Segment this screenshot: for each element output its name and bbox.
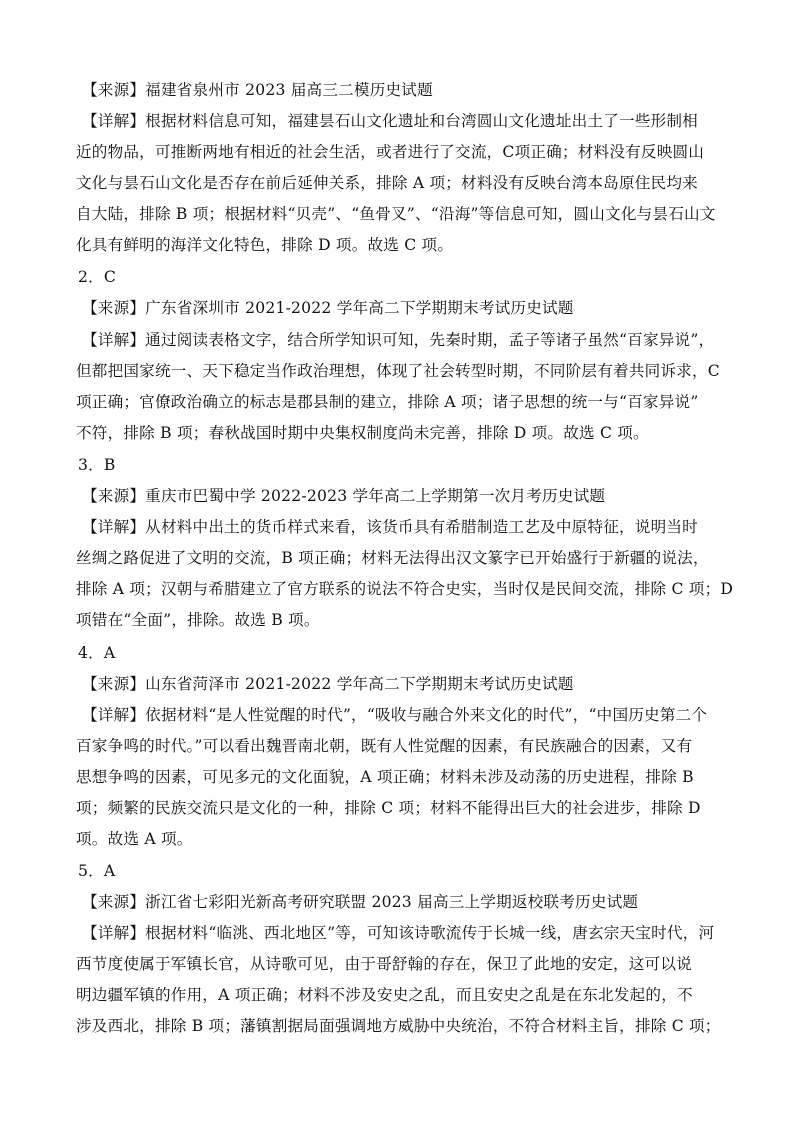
detail-line: 化具有鲜明的海洋文化特色，排除 D 项。故选 C 项。 (76, 236, 454, 254)
detail-line: 西节度使属于军镇长官，从诗歌可见，由于哥舒翰的存在，保卫了此地的安定，这可以说 (76, 955, 692, 973)
detail-line: 【详解】从材料中出土的货币样式来看，该货币具有希腊制造工艺及中原特征，说明当时 (82, 518, 698, 536)
source-line-5: 【来源】浙江省七彩阳光新高考研究联盟 2023 届高三上学期返校联考历史试题 (82, 893, 639, 911)
detail-line: 【详解】依据材料“是人性觉醒的时代”，“吸收与融合外来文化的时代”，“中国历史第二个 (82, 706, 708, 724)
detail-line: 百家争鸣的时代。”可以看出魏晋南北朝，既有人性觉醒的因素，有民族融合的因素，又有 (76, 737, 693, 755)
detail-line: 自大陆，排除 B 项；根据材料“贝壳”、“鱼骨叉”、“沿海”等信息可知，圆山文化与昙石山文 (76, 205, 716, 223)
detail-line: 明边疆军镇的作用，A 项正确；材料不涉及安史之乱，而且安史之乱是在东北发起的，不 (76, 986, 693, 1004)
source-line-3: 【来源】重庆市巴蜀中学 2022-2023 学年高二上学期第一次月考历史试题 (82, 487, 606, 505)
answer-number-2: 2．C (78, 268, 117, 286)
detail-line: 近的物品，可推断两地有相近的社会生活，或者进行了交流，C项正确；材料没有反映圆山 (76, 143, 705, 161)
detail-line: 【详解】根据材料信息可知，福建昙石山文化遗址和台湾圆山文化遗址出土了一些形制相 (82, 112, 698, 130)
detail-line: 思想争鸣的因素，可见多元的文化面貌，A 项正确；材料未涉及动荡的历史进程，排除 B (76, 768, 694, 786)
source-line-1: 【来源】福建省泉州市 2023 届高三二模历史试题 (82, 81, 433, 99)
detail-line: 排除 A 项；汉朝与希腊建立了官方联系的说法不符合史实，当时仅是民间交流，排除 C 项；D (76, 580, 734, 598)
detail-line: 文化与昙石山文化是否存在前后延伸关系，排除 A 项；材料没有反映台湾本岛原住民均来 (76, 174, 698, 192)
detail-line: 项。故选 A 项。 (76, 830, 193, 848)
source-line-4: 【来源】山东省菏泽市 2021-2022 学年高二下学期期末考试历史试题 (82, 675, 574, 693)
detail-line: 丝绸之路促进了文明的交流，B 项正确；材料无法得出汉文篆字已开始盛行于新疆的说法， (76, 549, 709, 567)
answer-number-3: 3．B (78, 456, 116, 474)
detail-line: 涉及西北，排除 B 项；藩镇割据局面强调地方威胁中央统治，不符合材料主旨，排除 C 项； (76, 1017, 721, 1035)
detail-line: 项；频繁的民族交流只是文化的一种，排除 C 项；材料不能得出巨大的社会进步，排除 D (76, 799, 701, 817)
answer-number-4: 4．A (78, 644, 116, 662)
detail-line: 不符，排除 B 项；春秋战国时期中央集权制度尚未完善，排除 D 项。故选 C 项。 (76, 424, 649, 442)
detail-line: 项正确；官僚政治确立的标志是郡县制的建立，排除 A 项；诸子思想的统一与“百家异说” (76, 393, 699, 411)
source-line-2: 【来源】广东省深圳市 2021-2022 学年高二下学期期末考试历史试题 (82, 299, 574, 317)
detail-line: 但都把国家统一、天下稳定当作政治理想，体现了社会转型时期，不同阶层有着共同诉求，C (76, 362, 720, 380)
answer-number-5: 5．A (78, 862, 116, 880)
detail-line: 项错在“全面”，排除。故选 B 项。 (76, 611, 320, 629)
detail-line: 【详解】根据材料“临洮、西北地区”等，可知该诗歌流传于长城一线，唐玄宗天宝时代，河 (82, 924, 715, 942)
detail-line: 【详解】通过阅读表格文字，结合所学知识可知，先秦时期，孟子等诸子虽然“百家异说”， (82, 331, 715, 349)
